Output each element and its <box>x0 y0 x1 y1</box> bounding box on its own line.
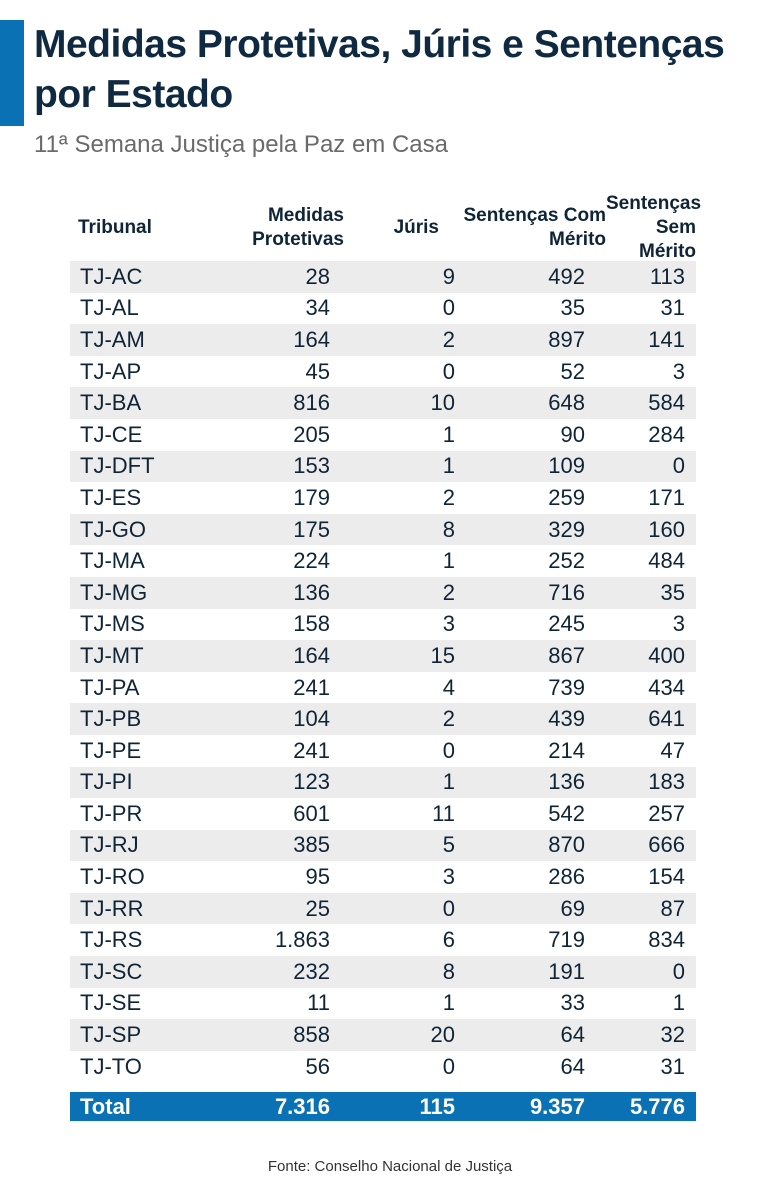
table-row <box>70 356 696 388</box>
medidas-cell: 1.863 <box>274 927 330 953</box>
juris-cell: 4 <box>442 674 455 700</box>
medidas-cell: 205 <box>293 421 330 447</box>
table-row <box>70 451 696 483</box>
juris-cell: 1 <box>442 548 455 574</box>
com-merito-cell: 136 <box>548 769 585 795</box>
juris-cell: 8 <box>442 958 455 984</box>
juris-cell: 0 <box>442 737 455 763</box>
tribunal-cell: TJ-PR <box>80 800 143 826</box>
table-row <box>70 640 696 672</box>
table-row <box>70 1051 696 1083</box>
sem-merito-cell: 141 <box>648 326 685 352</box>
sem-merito-cell: 434 <box>648 674 685 700</box>
com-merito-cell: 739 <box>548 674 585 700</box>
tribunal-cell: TJ-RO <box>80 864 145 890</box>
total-sem-merito: 5.776 <box>629 1093 685 1119</box>
table-row <box>70 293 696 325</box>
tribunal-cell: TJ-TO <box>80 1053 142 1079</box>
table-row <box>70 514 696 546</box>
medidas-cell: 385 <box>293 832 330 858</box>
juris-cell: 1 <box>442 453 455 479</box>
medidas-cell: 123 <box>293 769 330 795</box>
total-com-merito: 9.357 <box>529 1093 585 1119</box>
table-row <box>70 577 696 609</box>
header-tribunal: Tribunal <box>78 217 152 238</box>
accent-bar <box>0 20 24 126</box>
juris-cell: 0 <box>442 1053 455 1079</box>
total-juris: 115 <box>419 1093 455 1119</box>
table-row <box>70 482 696 514</box>
table-total-row <box>70 1092 696 1121</box>
com-merito-cell: 35 <box>560 295 585 321</box>
source-note: Fonte: Conselho Nacional de Justiça <box>267 1158 513 1175</box>
juris-cell: 5 <box>442 832 455 858</box>
header-juris: Júris <box>393 217 439 238</box>
sem-merito-cell: 183 <box>648 769 685 795</box>
medidas-cell: 179 <box>293 484 330 510</box>
juris-cell: 11 <box>432 800 455 826</box>
tribunal-cell: TJ-RJ <box>80 832 139 858</box>
sem-merito-cell: 666 <box>648 832 685 858</box>
juris-cell: 15 <box>430 642 455 668</box>
medidas-cell: 175 <box>293 516 330 542</box>
tribunal-cell: TJ-RS <box>80 927 143 953</box>
juris-cell: 3 <box>442 611 455 637</box>
medidas-cell: 224 <box>293 548 330 574</box>
tribunal-cell: TJ-RR <box>80 895 144 921</box>
com-merito-cell: 90 <box>560 421 585 447</box>
juris-cell: 1 <box>442 421 455 447</box>
com-merito-cell: 33 <box>560 990 585 1016</box>
sem-merito-cell: 834 <box>648 927 685 953</box>
sem-merito-cell: 641 <box>648 706 685 732</box>
table-row <box>70 767 696 799</box>
juris-cell: 10 <box>430 390 455 416</box>
medidas-cell: 164 <box>293 642 330 668</box>
tribunal-cell: TJ-CE <box>80 421 143 447</box>
data-table <box>70 193 702 1121</box>
table-row <box>70 1019 696 1051</box>
com-merito-cell: 259 <box>548 484 585 510</box>
table-row <box>70 324 696 356</box>
sem-merito-cell: 171 <box>648 484 685 510</box>
sem-merito-cell: 484 <box>648 548 685 574</box>
com-merito-cell: 719 <box>548 927 585 953</box>
tribunal-cell: TJ-MS <box>80 611 145 637</box>
page-subtitle: 11ª Semana Justiça pela Paz em Casa <box>34 131 448 158</box>
medidas-cell: 34 <box>305 295 330 321</box>
medidas-cell: 241 <box>293 674 330 700</box>
tribunal-cell: TJ-PI <box>80 769 133 795</box>
table-row <box>70 956 696 988</box>
table-row <box>70 545 696 577</box>
sem-merito-cell: 1 <box>672 990 685 1016</box>
juris-cell: 1 <box>442 769 455 795</box>
table-row <box>70 830 696 862</box>
medidas-cell: 136 <box>293 579 330 605</box>
sem-merito-cell: 284 <box>648 421 685 447</box>
total-medidas: 7.316 <box>274 1093 330 1119</box>
tribunal-cell: TJ-MT <box>80 642 144 668</box>
sem-merito-cell: 32 <box>660 1022 685 1048</box>
com-merito-cell: 214 <box>548 737 585 763</box>
tribunal-cell: TJ-MA <box>80 548 145 574</box>
medidas-cell: 56 <box>305 1053 330 1079</box>
sem-merito-cell: 31 <box>660 295 685 321</box>
sem-merito-cell: 87 <box>660 895 685 921</box>
table-row <box>70 419 696 451</box>
sem-merito-cell: 31 <box>660 1053 685 1079</box>
medidas-cell: 95 <box>305 864 330 890</box>
medidas-cell: 28 <box>305 263 330 289</box>
total-label: Total <box>80 1093 131 1119</box>
table-row <box>70 703 696 735</box>
medidas-cell: 153 <box>293 453 330 479</box>
page-title: Medidas Protetivas, Júris e Sentenças por Estado <box>34 23 725 116</box>
table-row <box>70 261 696 293</box>
medidas-cell: 158 <box>293 611 330 637</box>
juris-cell: 2 <box>442 484 455 510</box>
com-merito-cell: 64 <box>560 1053 585 1079</box>
sem-merito-cell: 0 <box>672 958 685 984</box>
juris-cell: 0 <box>442 295 455 321</box>
juris-cell: 8 <box>442 516 455 542</box>
com-merito-cell: 867 <box>548 642 585 668</box>
sem-merito-cell: 160 <box>648 516 685 542</box>
tribunal-cell: TJ-SC <box>80 958 143 984</box>
table-row <box>70 988 696 1020</box>
sem-merito-cell: 0 <box>672 453 685 479</box>
tribunal-cell: TJ-AP <box>80 358 142 384</box>
tribunal-cell: TJ-PB <box>80 706 142 732</box>
com-merito-cell: 245 <box>548 611 585 637</box>
com-merito-cell: 716 <box>548 579 585 605</box>
sem-merito-cell: 35 <box>660 579 685 605</box>
sem-merito-cell: 3 <box>672 611 685 637</box>
com-merito-cell: 648 <box>548 390 585 416</box>
juris-cell: 6 <box>442 927 455 953</box>
sem-merito-cell: 584 <box>648 390 685 416</box>
com-merito-cell: 897 <box>548 326 585 352</box>
medidas-cell: 11 <box>307 990 330 1016</box>
tribunal-cell: TJ-DFT <box>80 453 155 479</box>
tribunal-cell: TJ-SP <box>80 1022 142 1048</box>
sem-merito-cell: 257 <box>648 800 685 826</box>
tribunal-cell: TJ-AL <box>80 295 139 321</box>
medidas-cell: 232 <box>293 958 330 984</box>
juris-cell: 0 <box>442 895 455 921</box>
table-row <box>70 387 696 419</box>
com-merito-cell: 109 <box>548 453 585 479</box>
table-header <box>70 193 702 262</box>
table-row <box>70 735 696 767</box>
table-row <box>70 861 696 893</box>
com-merito-cell: 252 <box>548 548 585 574</box>
com-merito-cell: 439 <box>548 706 585 732</box>
header-medidas-protetivas: Medidas Protetivas <box>252 205 344 250</box>
juris-cell: 2 <box>442 706 455 732</box>
header-sentencas-sem-merito: Sentenças Sem Mérito <box>606 193 702 262</box>
tribunal-cell: TJ-ES <box>80 484 142 510</box>
tribunal-cell: TJ-GO <box>80 516 146 542</box>
medidas-cell: 241 <box>293 737 330 763</box>
tribunal-cell: TJ-AC <box>80 263 143 289</box>
table-row <box>70 798 696 830</box>
com-merito-cell: 542 <box>548 800 585 826</box>
com-merito-cell: 492 <box>548 263 585 289</box>
header-sentencas-com-merito: Sentenças Com Mérito <box>463 205 606 250</box>
medidas-cell: 816 <box>293 390 330 416</box>
sem-merito-cell: 47 <box>660 737 685 763</box>
juris-cell: 9 <box>442 263 455 289</box>
sem-merito-cell: 3 <box>672 358 685 384</box>
juris-cell: 3 <box>442 864 455 890</box>
com-merito-cell: 329 <box>548 516 585 542</box>
table-body <box>70 261 696 1082</box>
sem-merito-cell: 113 <box>649 263 685 289</box>
tribunal-cell: TJ-PE <box>80 737 142 763</box>
com-merito-cell: 286 <box>548 864 585 890</box>
medidas-cell: 601 <box>293 800 330 826</box>
sem-merito-cell: 400 <box>648 642 685 668</box>
juris-cell: 20 <box>430 1022 455 1048</box>
medidas-cell: 164 <box>293 326 330 352</box>
juris-cell: 2 <box>442 579 455 605</box>
medidas-cell: 858 <box>293 1022 330 1048</box>
table-row <box>70 893 696 925</box>
com-merito-cell: 52 <box>560 358 585 384</box>
table-row <box>70 609 696 641</box>
sem-merito-cell: 154 <box>648 864 685 890</box>
tribunal-cell: TJ-PA <box>80 674 140 700</box>
medidas-cell: 45 <box>305 358 330 384</box>
tribunal-cell: TJ-BA <box>80 390 142 416</box>
juris-cell: 0 <box>442 358 455 384</box>
tribunal-cell: TJ-MG <box>80 579 148 605</box>
juris-cell: 2 <box>442 326 455 352</box>
table-row <box>70 672 696 704</box>
com-merito-cell: 64 <box>560 1022 585 1048</box>
com-merito-cell: 69 <box>560 895 585 921</box>
medidas-cell: 25 <box>305 895 330 921</box>
tribunal-cell: TJ-AM <box>80 326 145 352</box>
com-merito-cell: 191 <box>548 958 585 984</box>
table-row <box>70 924 696 956</box>
juris-cell: 1 <box>442 990 455 1016</box>
medidas-cell: 104 <box>293 706 330 732</box>
tribunal-cell: TJ-SE <box>80 990 142 1016</box>
com-merito-cell: 870 <box>548 832 585 858</box>
